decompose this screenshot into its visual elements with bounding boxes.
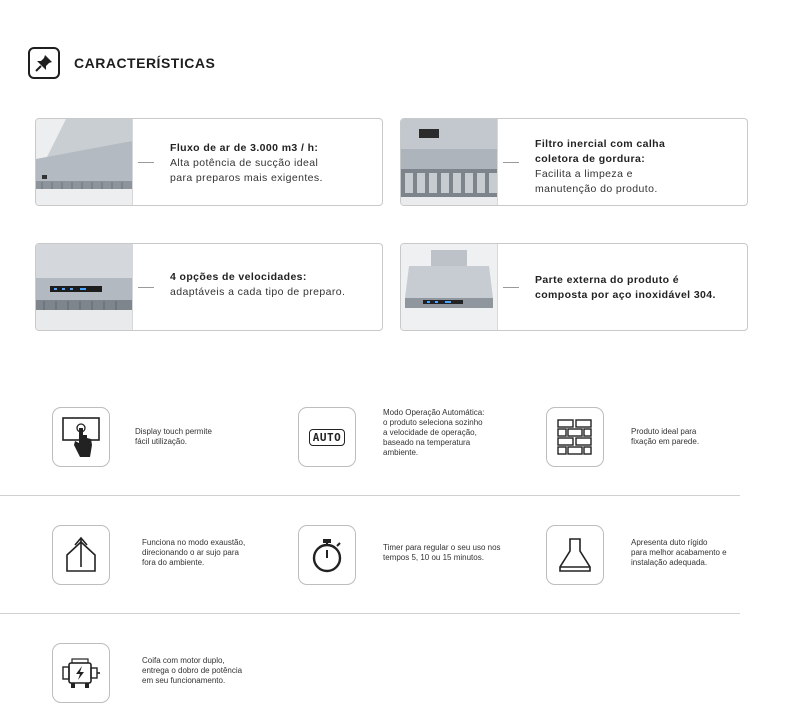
divider-dash: [503, 162, 519, 163]
feature-text-line: Produto ideal para: [631, 427, 697, 436]
card-line: Facilita a limpeza e: [535, 168, 633, 180]
feature-text: [135, 427, 212, 447]
feature-text: [631, 538, 727, 568]
section-divider: [0, 613, 740, 614]
house-exhaust-icon: [52, 525, 110, 585]
feature-text-line: Display touch permite: [135, 427, 212, 436]
card-text: [535, 137, 737, 197]
hood-product-image: [36, 119, 133, 205]
brick-wall-icon: [546, 407, 604, 467]
feature-text-line: Modo Operação Automática:: [383, 408, 485, 417]
section-title: CARACTERÍSTICAS: [74, 55, 216, 71]
feature-text-line: a velocidade de operação,: [383, 428, 477, 437]
pin-icon: [28, 47, 60, 79]
feature-text-line: instalação adequada.: [631, 558, 708, 567]
dual-motor-icon: [52, 643, 110, 703]
feature-text-line: direcionando o ar sujo para: [142, 548, 239, 557]
auto-mode-icon: [298, 407, 356, 467]
feature-text-line: Timer para regular o seu uso nos: [383, 543, 501, 552]
hood-duct-icon: [546, 525, 604, 585]
feature-text-line: Funciona no modo exaustão,: [142, 538, 246, 547]
divider-dash: [503, 287, 519, 288]
divider-dash: [138, 287, 154, 288]
feature-text-line: fixação em parede.: [631, 437, 700, 446]
card-title-line: Parte externa do produto é: [535, 274, 680, 286]
feature-text-line: entrega o dobro de potência: [142, 666, 243, 675]
feature-text-line: Apresenta duto rígido: [631, 538, 708, 547]
auto-label: AUTO: [309, 429, 346, 446]
card-title-line: Filtro inercial com calha: [535, 138, 666, 150]
control-panel-image: [36, 244, 133, 330]
card-text: [170, 270, 372, 300]
card-line: Alta potência de sucção ideal: [170, 157, 319, 169]
card-line: manutenção do produto.: [535, 183, 658, 195]
feature-card-airflow: [35, 118, 383, 206]
divider-dash: [138, 162, 154, 163]
feature-text-line: fora do ambiente.: [142, 558, 205, 567]
section-divider: [0, 495, 740, 496]
card-text: [535, 273, 737, 303]
feature-text-line: baseado na temperatura: [383, 438, 471, 447]
card-line: para preparos mais exigentes.: [170, 172, 323, 184]
feature-card-speeds: [35, 243, 383, 331]
card-title-line: coletora de gordura:: [535, 153, 646, 165]
feature-card-filter: [400, 118, 748, 206]
card-title: Fluxo de ar de 3.000 m3 / h:: [170, 142, 319, 154]
feature-card-stainless: [400, 243, 748, 331]
card-title: 4 opções de velocidades:: [170, 271, 307, 283]
feature-text-line: ambiente.: [383, 448, 419, 457]
hood-front-image: [401, 244, 498, 330]
feature-text: [631, 427, 699, 447]
feature-text: [383, 408, 484, 458]
feature-text-line: para melhor acabamento e: [631, 548, 727, 557]
feature-text-line: tempos 5, 10 ou 15 minutos.: [383, 553, 484, 562]
card-title-line: composta por aço inoxidável 304.: [535, 289, 716, 301]
feature-text-line: Coifa com motor duplo,: [142, 656, 225, 665]
feature-text-line: o produto seleciona sozinho: [383, 418, 483, 427]
card-line: adaptáveis a cada tipo de preparo.: [170, 286, 346, 298]
feature-text-line: fácil utilização.: [135, 437, 188, 446]
filter-product-image: [401, 119, 498, 205]
stopwatch-icon: [298, 525, 356, 585]
feature-text-line: em seu funcionamento.: [142, 676, 226, 685]
feature-text: [383, 543, 501, 563]
card-text: [170, 141, 372, 186]
touch-display-icon: [52, 407, 110, 467]
feature-text: [142, 538, 245, 568]
feature-text: [142, 656, 242, 686]
